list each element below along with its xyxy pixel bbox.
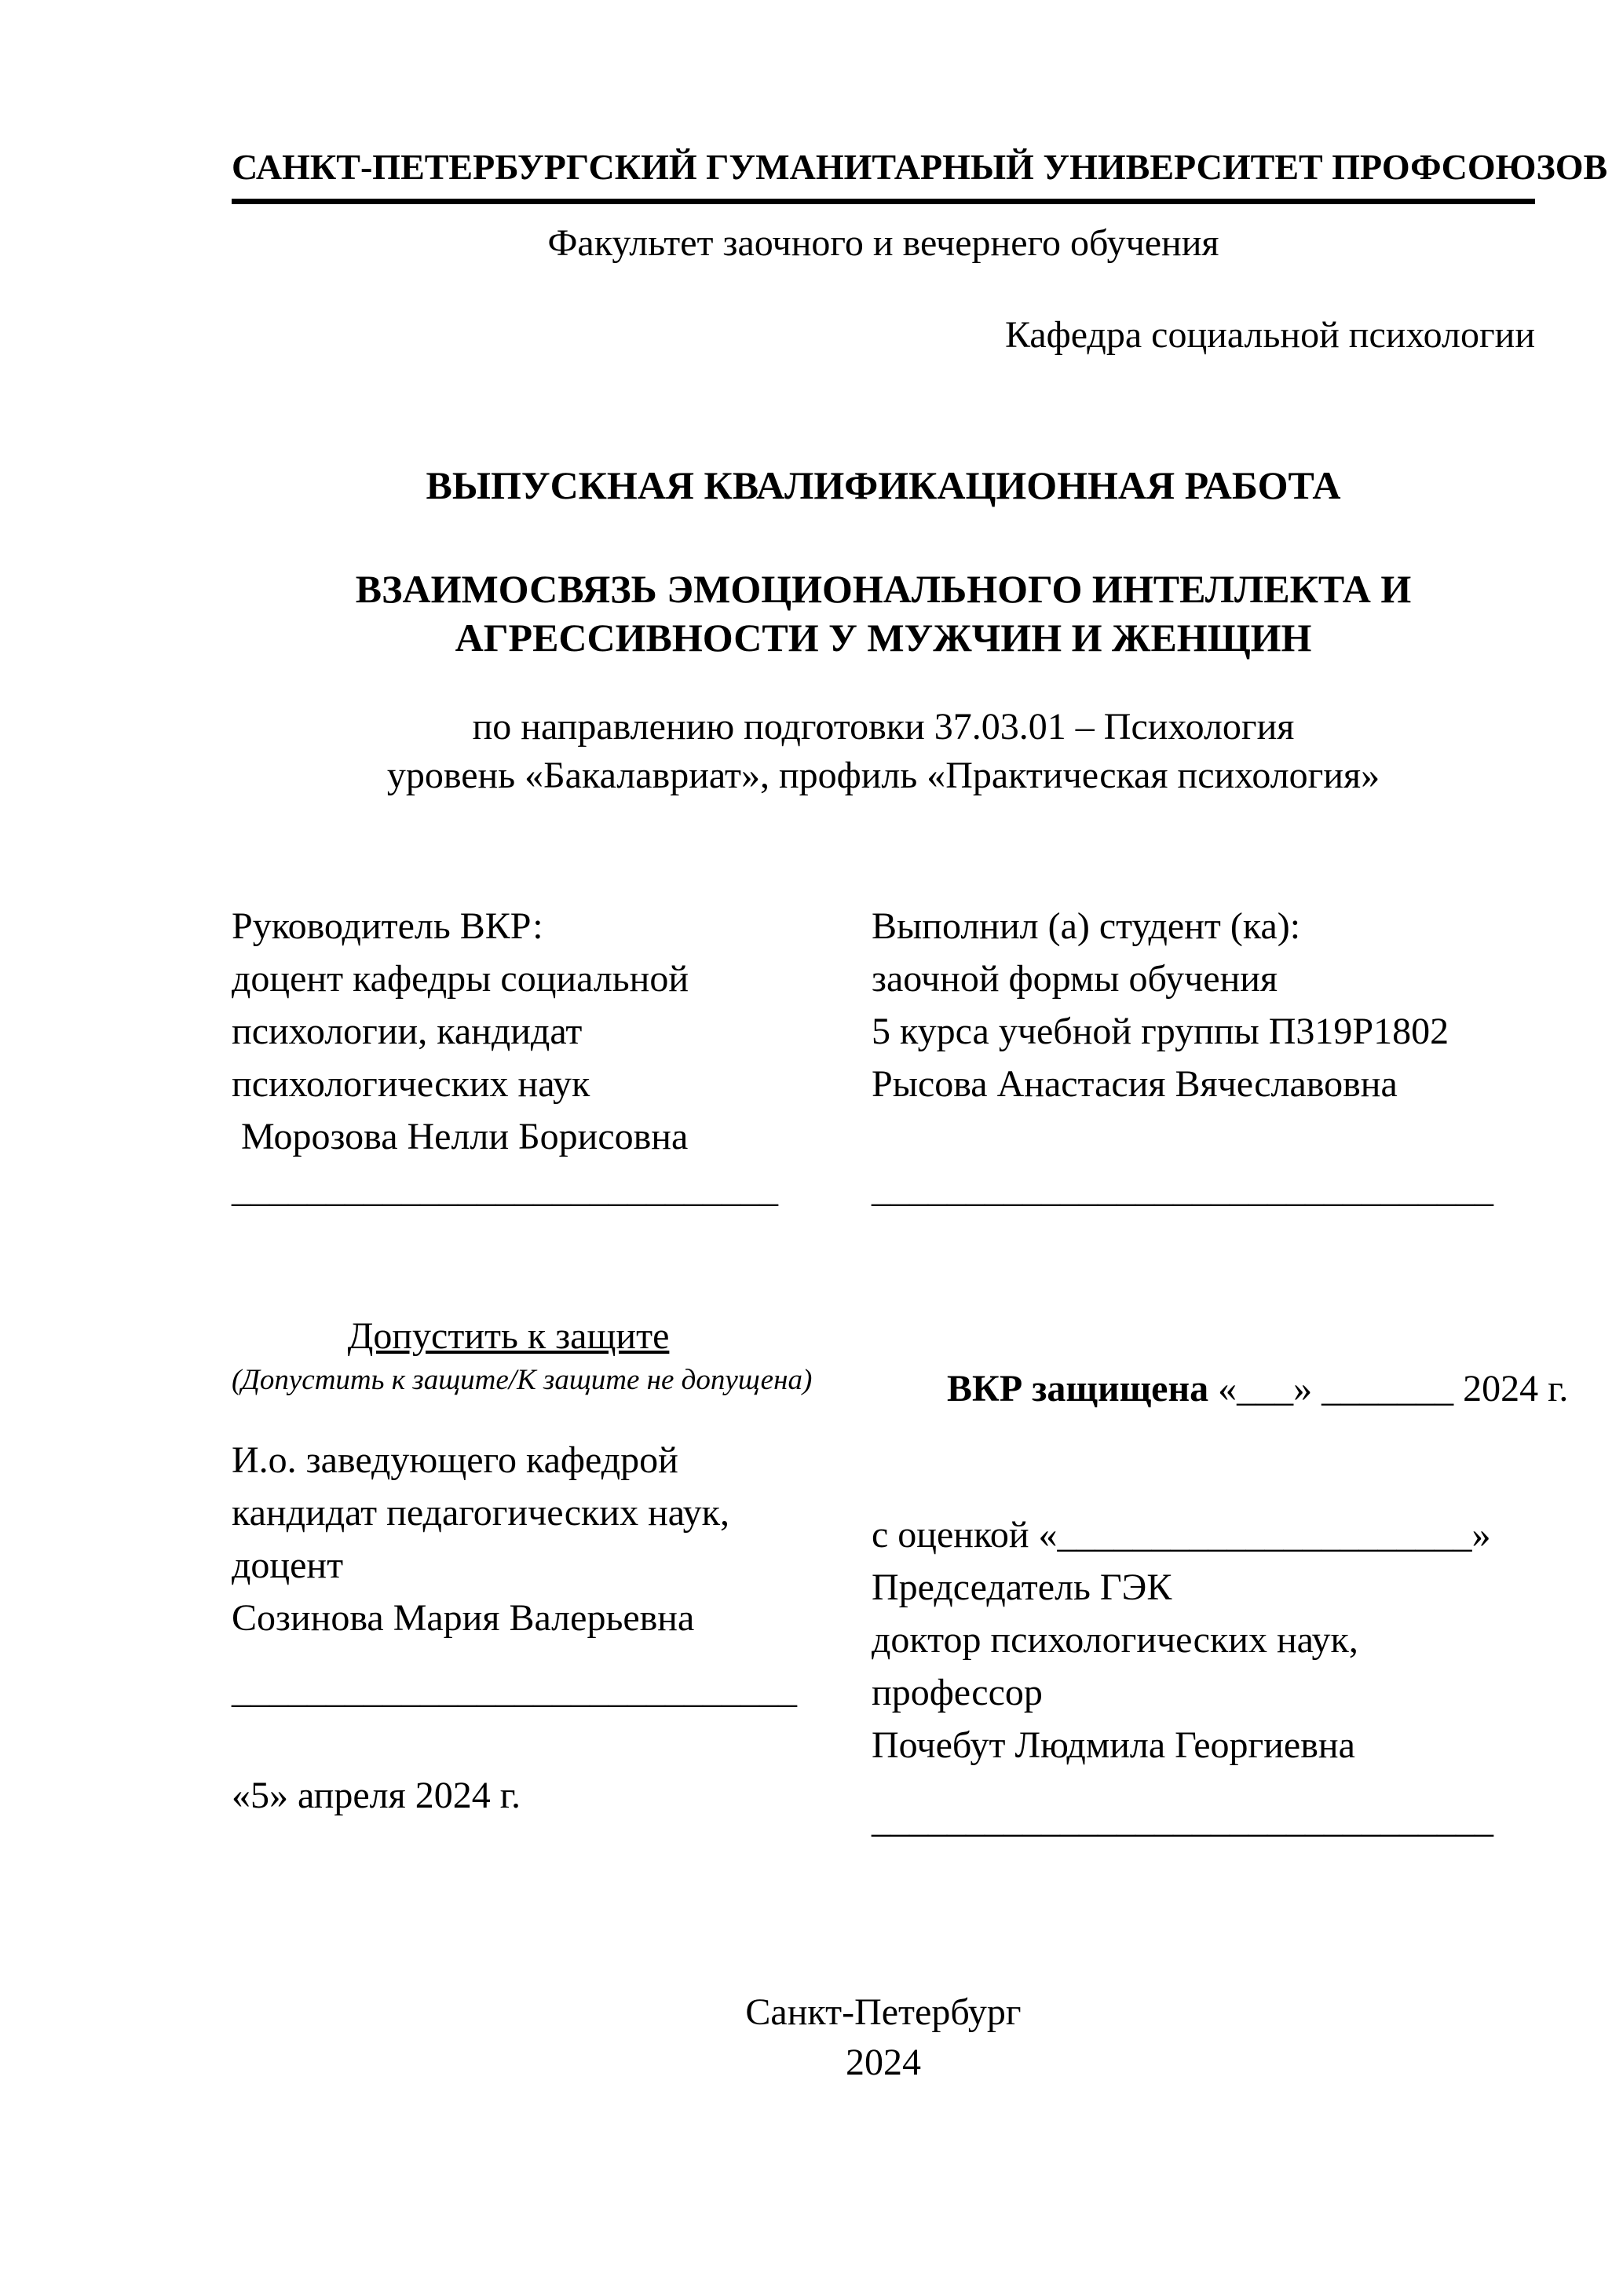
supervisor-column bbox=[232, 900, 785, 1216]
thesis-title-line-1: ВЗАИМОСВЯЗЬ ЭМОЦИОНАЛЬНОГО ИНТЕЛЛЕКТА И bbox=[355, 567, 1412, 611]
supervisor-role-label: Руководитель ВКР: bbox=[232, 905, 543, 947]
department-name: Кафедра социальной психологии bbox=[1004, 314, 1535, 356]
footer bbox=[232, 1987, 1535, 2088]
supervisor-line: психологии, кандидат bbox=[232, 1011, 583, 1052]
thesis-title-line-2: АГРЕССИВНОСТИ У МУЖЧИН И ЖЕНЩИН bbox=[455, 616, 1312, 660]
student-column bbox=[872, 900, 1531, 1216]
admission-signature-line: ______________________________ bbox=[232, 1669, 797, 1711]
admission-column bbox=[232, 1310, 813, 1822]
student-signature-line: _________________________________ bbox=[872, 1168, 1493, 1210]
admission-defense-block bbox=[232, 1310, 1569, 1846]
defense-grade-line: с оценкой «______________________» bbox=[872, 1514, 1491, 1556]
faculty-name: Факультет заочного и вечернего обучения bbox=[547, 222, 1219, 264]
admission-line: доцент bbox=[232, 1545, 344, 1586]
program-direction: по направлению подготовки 37.03.01 – Психология bbox=[472, 706, 1295, 748]
admission-note: (Допустить к защите/К защите не допущена) bbox=[232, 1364, 813, 1396]
defense-line: Председатель ГЭК bbox=[872, 1567, 1172, 1608]
admission-line: И.о. заведующего кафедрой bbox=[232, 1439, 678, 1481]
footer-city: Санкт-Петербург bbox=[745, 1991, 1022, 2033]
admission-line: кандидат педагогических наук, bbox=[232, 1492, 729, 1534]
student-role-label: Выполнил (а) студент (ка): bbox=[872, 905, 1301, 947]
supervisor-line: психологических наук bbox=[232, 1063, 590, 1105]
footer-year: 2024 bbox=[846, 2042, 921, 2083]
student-name: Рысова Анастасия Вячеславовна bbox=[872, 1063, 1398, 1105]
work-type-heading: ВЫПУСКНАЯ КВАЛИФИКАЦИОННАЯ РАБОТА bbox=[426, 463, 1341, 507]
defense-line: доктор психологических наук, bbox=[872, 1619, 1358, 1661]
student-line: заочной формы обучения bbox=[872, 958, 1278, 1000]
defense-line: профессор bbox=[872, 1672, 1043, 1713]
program-block bbox=[232, 703, 1535, 800]
admission-signatory-name: Созинова Мария Валерьевна bbox=[232, 1597, 695, 1639]
admission-date: «5» апреля 2024 г. bbox=[232, 1775, 521, 1816]
admission-heading: Допустить к защите bbox=[347, 1315, 670, 1357]
defense-date-blank: «___» _______ 2024 г. bbox=[1208, 1368, 1569, 1409]
defense-signature-line: _________________________________ bbox=[872, 1799, 1493, 1841]
thesis-title bbox=[232, 565, 1535, 662]
supervisor-name: Морозова Нелли Борисовна bbox=[232, 1116, 689, 1157]
defense-status-line bbox=[872, 1310, 1569, 1468]
defense-signatory bbox=[872, 1561, 1531, 1771]
program-level: уровень «Бакалавриат», профиль «Практическая психология» bbox=[386, 755, 1380, 796]
spacer bbox=[872, 1110, 1531, 1163]
supervisor-student-block bbox=[232, 900, 1535, 1216]
defense-status-label: ВКР защищена bbox=[947, 1368, 1209, 1409]
supervisor-signature-line: _____________________________ bbox=[232, 1168, 778, 1210]
defense-signatory-name: Почебут Людмила Георгиевна bbox=[872, 1724, 1355, 1766]
supervisor-line: доцент кафедры социальной bbox=[232, 958, 689, 1000]
university-name: САНКТ-ПЕТЕРБУРГСКИЙ ГУМАНИТАРНЫЙ УНИВЕРСИТЕТ ПРОФСОЮЗОВ bbox=[232, 146, 1535, 204]
student-line: 5 курса учебной группы П319Р1802 bbox=[872, 1011, 1449, 1052]
admission-signatory bbox=[232, 1434, 785, 1644]
defense-column bbox=[872, 1310, 1569, 1846]
